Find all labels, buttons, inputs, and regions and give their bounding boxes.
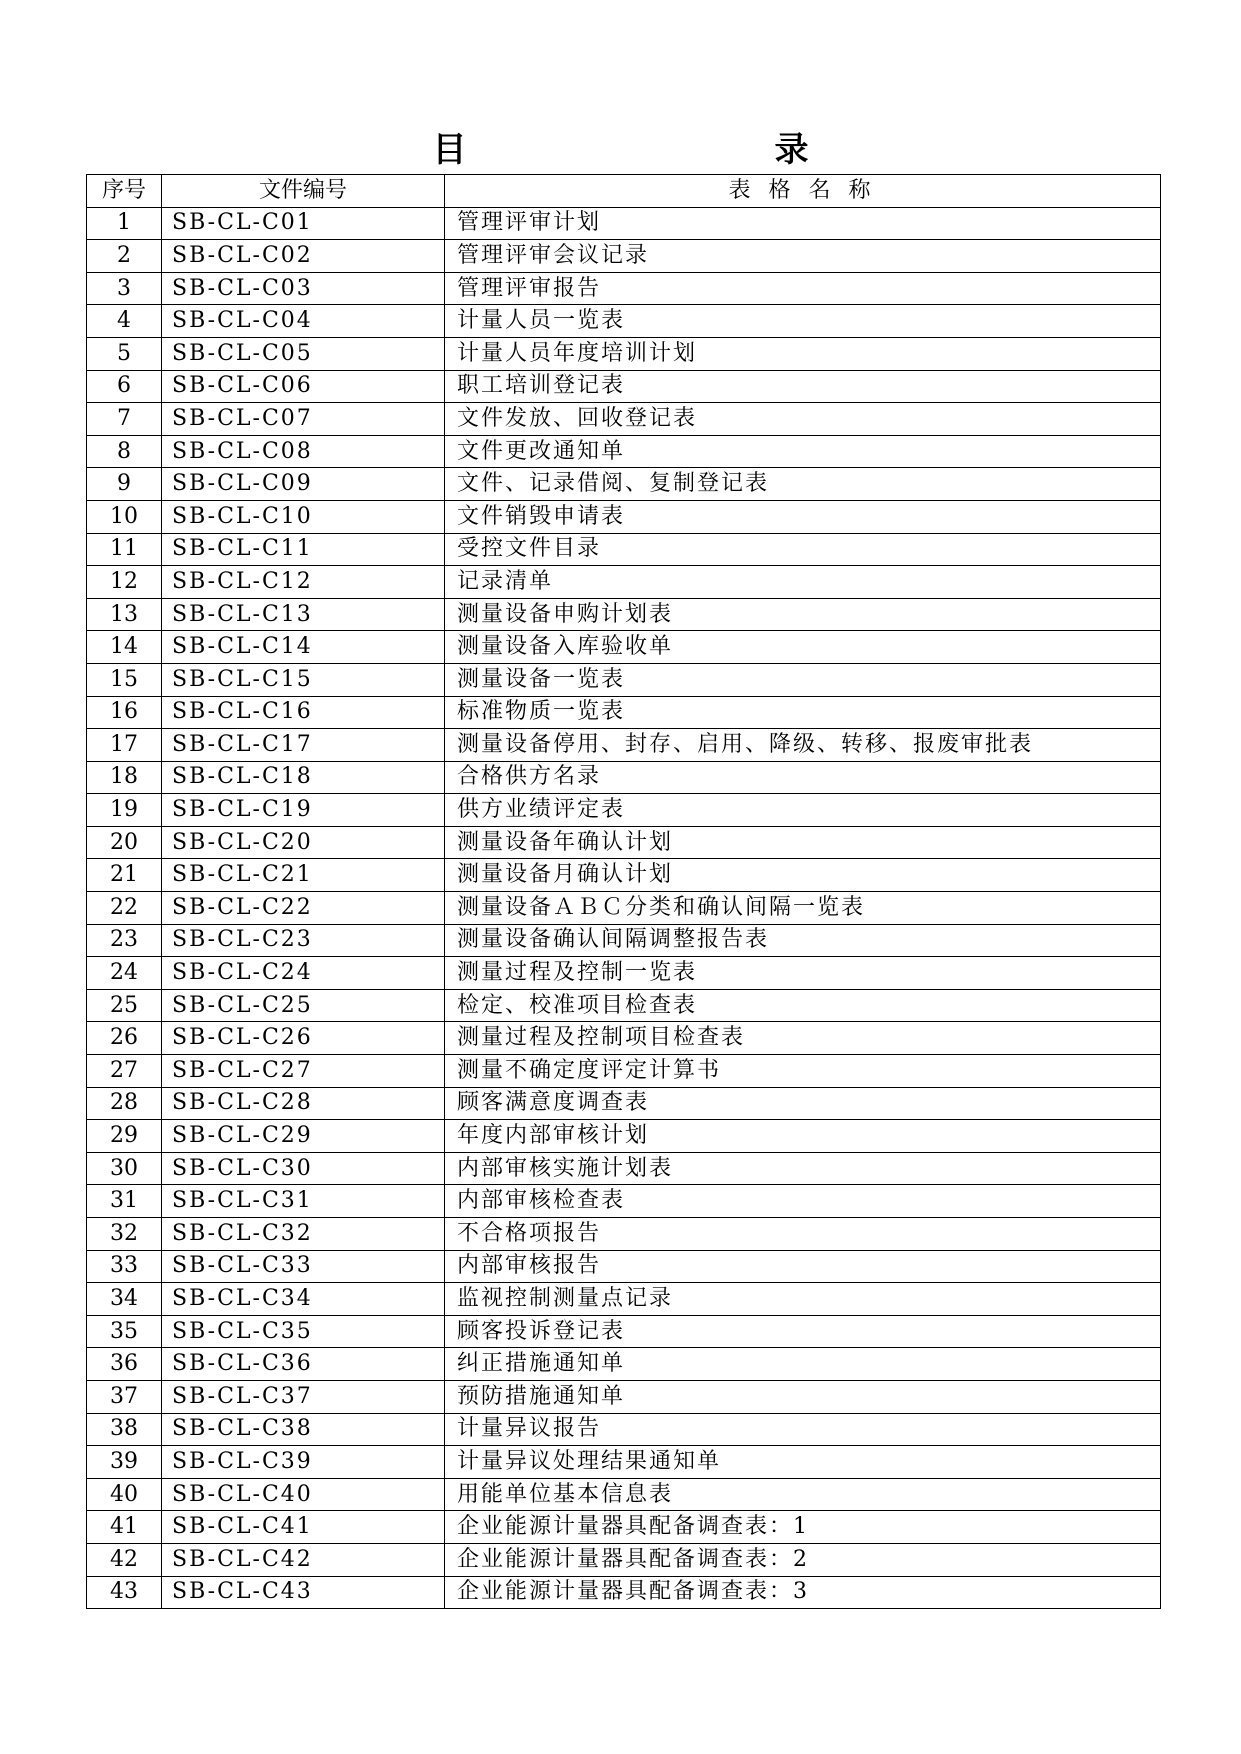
- row-form-name: 企业能源计量器具配备调查表：2: [445, 1543, 1161, 1576]
- table-row: [87, 696, 1161, 729]
- row-file-code: SB-CL-C42: [162, 1543, 445, 1576]
- table-body: [87, 207, 1161, 1609]
- row-file-code: SB-CL-C31: [162, 1185, 445, 1218]
- row-file-code: SB-CL-C05: [162, 337, 445, 370]
- row-form-name: 顾客满意度调查表: [445, 1087, 1161, 1120]
- row-serial-number: 27: [87, 1055, 162, 1088]
- row-serial-number: 38: [87, 1413, 162, 1446]
- row-form-name: 文件销毁申请表: [445, 500, 1161, 533]
- row-file-code: SB-CL-C16: [162, 696, 445, 729]
- row-serial-number: 22: [87, 892, 162, 925]
- table-row: [87, 468, 1161, 501]
- row-form-name: 职工培训登记表: [445, 370, 1161, 403]
- table-header-row: [87, 175, 1161, 208]
- row-form-name: 测量设备申购计划表: [445, 598, 1161, 631]
- row-form-name: 测量设备月确认计划: [445, 859, 1161, 892]
- table-row: [87, 989, 1161, 1022]
- row-serial-number: 4: [87, 305, 162, 338]
- row-serial-number: 5: [87, 337, 162, 370]
- row-file-code: SB-CL-C13: [162, 598, 445, 631]
- row-serial-number: 35: [87, 1315, 162, 1348]
- table-row: [87, 1511, 1161, 1544]
- table-row: [87, 1446, 1161, 1479]
- row-form-name: 计量异议处理结果通知单: [445, 1446, 1161, 1479]
- row-file-code: SB-CL-C29: [162, 1120, 445, 1153]
- table-row: [87, 761, 1161, 794]
- row-file-code: SB-CL-C14: [162, 631, 445, 664]
- row-serial-number: 33: [87, 1250, 162, 1283]
- row-file-code: SB-CL-C15: [162, 663, 445, 696]
- row-form-name: 预防措施通知单: [445, 1380, 1161, 1413]
- row-serial-number: 29: [87, 1120, 162, 1153]
- table-row: [87, 924, 1161, 957]
- row-form-name: 顾客投诉登记表: [445, 1315, 1161, 1348]
- row-form-name: 监视控制测量点记录: [445, 1283, 1161, 1316]
- table-row: [87, 533, 1161, 566]
- table-row: [87, 1120, 1161, 1153]
- row-file-code: SB-CL-C01: [162, 207, 445, 240]
- row-form-name: 受控文件目录: [445, 533, 1161, 566]
- header-form-name: 表格名称: [445, 175, 1161, 208]
- row-file-code: SB-CL-C36: [162, 1348, 445, 1381]
- row-serial-number: 18: [87, 761, 162, 794]
- table-row: [87, 794, 1161, 827]
- row-file-code: SB-CL-C28: [162, 1087, 445, 1120]
- row-file-code: SB-CL-C26: [162, 1022, 445, 1055]
- row-serial-number: 43: [87, 1576, 162, 1609]
- row-file-code: SB-CL-C03: [162, 272, 445, 305]
- table-row: [87, 240, 1161, 273]
- row-file-code: SB-CL-C19: [162, 794, 445, 827]
- row-form-name: 管理评审会议记录: [445, 240, 1161, 273]
- table-row: [87, 435, 1161, 468]
- row-file-code: SB-CL-C25: [162, 989, 445, 1022]
- row-form-name: 用能单位基本信息表: [445, 1478, 1161, 1511]
- row-serial-number: 12: [87, 566, 162, 599]
- page-title: 目 录: [432, 130, 889, 170]
- row-form-name: 测量过程及控制项目检查表: [445, 1022, 1161, 1055]
- row-form-name: 记录清单: [445, 566, 1161, 599]
- row-form-name: 测量设备ＡＢＣ分类和确认间隔一览表: [445, 892, 1161, 925]
- table-row: [87, 1185, 1161, 1218]
- table-row: [87, 631, 1161, 664]
- row-form-name: 文件发放、回收登记表: [445, 403, 1161, 436]
- row-file-code: SB-CL-C04: [162, 305, 445, 338]
- row-file-code: SB-CL-C02: [162, 240, 445, 273]
- row-form-name: 测量不确定度评定计算书: [445, 1055, 1161, 1088]
- table-row: [87, 859, 1161, 892]
- table-row: [87, 1348, 1161, 1381]
- table-row: [87, 1413, 1161, 1446]
- row-serial-number: 1: [87, 207, 162, 240]
- row-serial-number: 10: [87, 500, 162, 533]
- row-serial-number: 3: [87, 272, 162, 305]
- row-form-name: 合格供方名录: [445, 761, 1161, 794]
- row-form-name: 年度内部审核计划: [445, 1120, 1161, 1153]
- row-serial-number: 21: [87, 859, 162, 892]
- row-form-name: 检定、校准项目检查表: [445, 989, 1161, 1022]
- row-form-name: 测量设备停用、封存、启用、降级、转移、报废审批表: [445, 729, 1161, 762]
- table-row: [87, 1218, 1161, 1251]
- table-row: [87, 1087, 1161, 1120]
- table-row: [87, 957, 1161, 990]
- table-row: [87, 1478, 1161, 1511]
- row-serial-number: 11: [87, 533, 162, 566]
- row-form-name: 企业能源计量器具配备调查表：1: [445, 1511, 1161, 1544]
- table-row: [87, 403, 1161, 436]
- table-row: [87, 1380, 1161, 1413]
- row-form-name: 计量人员一览表: [445, 305, 1161, 338]
- table-row: [87, 663, 1161, 696]
- table-row: [87, 337, 1161, 370]
- row-serial-number: 41: [87, 1511, 162, 1544]
- row-file-code: SB-CL-C37: [162, 1380, 445, 1413]
- table-row: [87, 729, 1161, 762]
- table-row: [87, 272, 1161, 305]
- table-row: [87, 1152, 1161, 1185]
- row-serial-number: 36: [87, 1348, 162, 1381]
- row-file-code: SB-CL-C08: [162, 435, 445, 468]
- table-row: [87, 1576, 1161, 1609]
- row-form-name: 计量异议报告: [445, 1413, 1161, 1446]
- row-form-name: 测量设备一览表: [445, 663, 1161, 696]
- row-file-code: SB-CL-C41: [162, 1511, 445, 1544]
- table-row: [87, 1250, 1161, 1283]
- table-row: [87, 305, 1161, 338]
- row-file-code: SB-CL-C21: [162, 859, 445, 892]
- row-serial-number: 17: [87, 729, 162, 762]
- row-serial-number: 19: [87, 794, 162, 827]
- row-serial-number: 28: [87, 1087, 162, 1120]
- row-form-name: 供方业绩评定表: [445, 794, 1161, 827]
- row-form-name: 内部审核实施计划表: [445, 1152, 1161, 1185]
- row-file-code: SB-CL-C34: [162, 1283, 445, 1316]
- row-serial-number: 6: [87, 370, 162, 403]
- row-file-code: SB-CL-C30: [162, 1152, 445, 1185]
- table-row: [87, 1022, 1161, 1055]
- table-row: [87, 892, 1161, 925]
- row-file-code: SB-CL-C38: [162, 1413, 445, 1446]
- table-row: [87, 207, 1161, 240]
- header-file-code: 文件编号: [162, 175, 445, 208]
- row-file-code: SB-CL-C06: [162, 370, 445, 403]
- row-serial-number: 15: [87, 663, 162, 696]
- row-serial-number: 8: [87, 435, 162, 468]
- row-serial-number: 30: [87, 1152, 162, 1185]
- row-form-name: 文件更改通知单: [445, 435, 1161, 468]
- row-file-code: SB-CL-C24: [162, 957, 445, 990]
- table-row: [87, 1315, 1161, 1348]
- table-row: [87, 1543, 1161, 1576]
- row-file-code: SB-CL-C10: [162, 500, 445, 533]
- table-row: [87, 500, 1161, 533]
- row-form-name: 标准物质一览表: [445, 696, 1161, 729]
- row-form-name: 内部审核检查表: [445, 1185, 1161, 1218]
- row-file-code: SB-CL-C43: [162, 1576, 445, 1609]
- row-form-name: 内部审核报告: [445, 1250, 1161, 1283]
- row-form-name: 纠正措施通知单: [445, 1348, 1161, 1381]
- row-serial-number: 42: [87, 1543, 162, 1576]
- row-form-name: 管理评审报告: [445, 272, 1161, 305]
- row-serial-number: 34: [87, 1283, 162, 1316]
- row-file-code: SB-CL-C07: [162, 403, 445, 436]
- row-serial-number: 23: [87, 924, 162, 957]
- row-serial-number: 31: [87, 1185, 162, 1218]
- row-serial-number: 9: [87, 468, 162, 501]
- table-row: [87, 370, 1161, 403]
- row-form-name: 管理评审计划: [445, 207, 1161, 240]
- row-serial-number: 14: [87, 631, 162, 664]
- row-serial-number: 26: [87, 1022, 162, 1055]
- form-index-table: [86, 174, 1161, 1609]
- row-form-name: 文件、记录借阅、复制登记表: [445, 468, 1161, 501]
- row-file-code: SB-CL-C23: [162, 924, 445, 957]
- row-serial-number: 20: [87, 826, 162, 859]
- row-file-code: SB-CL-C27: [162, 1055, 445, 1088]
- row-serial-number: 16: [87, 696, 162, 729]
- row-form-name: 测量设备确认间隔调整报告表: [445, 924, 1161, 957]
- row-file-code: SB-CL-C22: [162, 892, 445, 925]
- row-file-code: SB-CL-C20: [162, 826, 445, 859]
- row-serial-number: 32: [87, 1218, 162, 1251]
- row-serial-number: 39: [87, 1446, 162, 1479]
- row-form-name: 计量人员年度培训计划: [445, 337, 1161, 370]
- row-form-name: 测量设备年确认计划: [445, 826, 1161, 859]
- table-row: [87, 1283, 1161, 1316]
- row-serial-number: 24: [87, 957, 162, 990]
- table-row: [87, 1055, 1161, 1088]
- row-file-code: SB-CL-C18: [162, 761, 445, 794]
- row-file-code: SB-CL-C39: [162, 1446, 445, 1479]
- table-row: [87, 598, 1161, 631]
- table-row: [87, 566, 1161, 599]
- row-file-code: SB-CL-C09: [162, 468, 445, 501]
- row-file-code: SB-CL-C35: [162, 1315, 445, 1348]
- row-serial-number: 13: [87, 598, 162, 631]
- row-file-code: SB-CL-C33: [162, 1250, 445, 1283]
- row-serial-number: 2: [87, 240, 162, 273]
- table-row: [87, 826, 1161, 859]
- row-serial-number: 25: [87, 989, 162, 1022]
- row-form-name: 企业能源计量器具配备调查表：3: [445, 1576, 1161, 1609]
- row-form-name: 测量过程及控制一览表: [445, 957, 1161, 990]
- header-serial-number: 序号: [87, 175, 162, 208]
- row-serial-number: 37: [87, 1380, 162, 1413]
- row-form-name: 测量设备入库验收单: [445, 631, 1161, 664]
- row-form-name: 不合格项报告: [445, 1218, 1161, 1251]
- row-file-code: SB-CL-C32: [162, 1218, 445, 1251]
- row-file-code: SB-CL-C11: [162, 533, 445, 566]
- row-serial-number: 7: [87, 403, 162, 436]
- row-file-code: SB-CL-C12: [162, 566, 445, 599]
- row-file-code: SB-CL-C17: [162, 729, 445, 762]
- row-file-code: SB-CL-C40: [162, 1478, 445, 1511]
- row-serial-number: 40: [87, 1478, 162, 1511]
